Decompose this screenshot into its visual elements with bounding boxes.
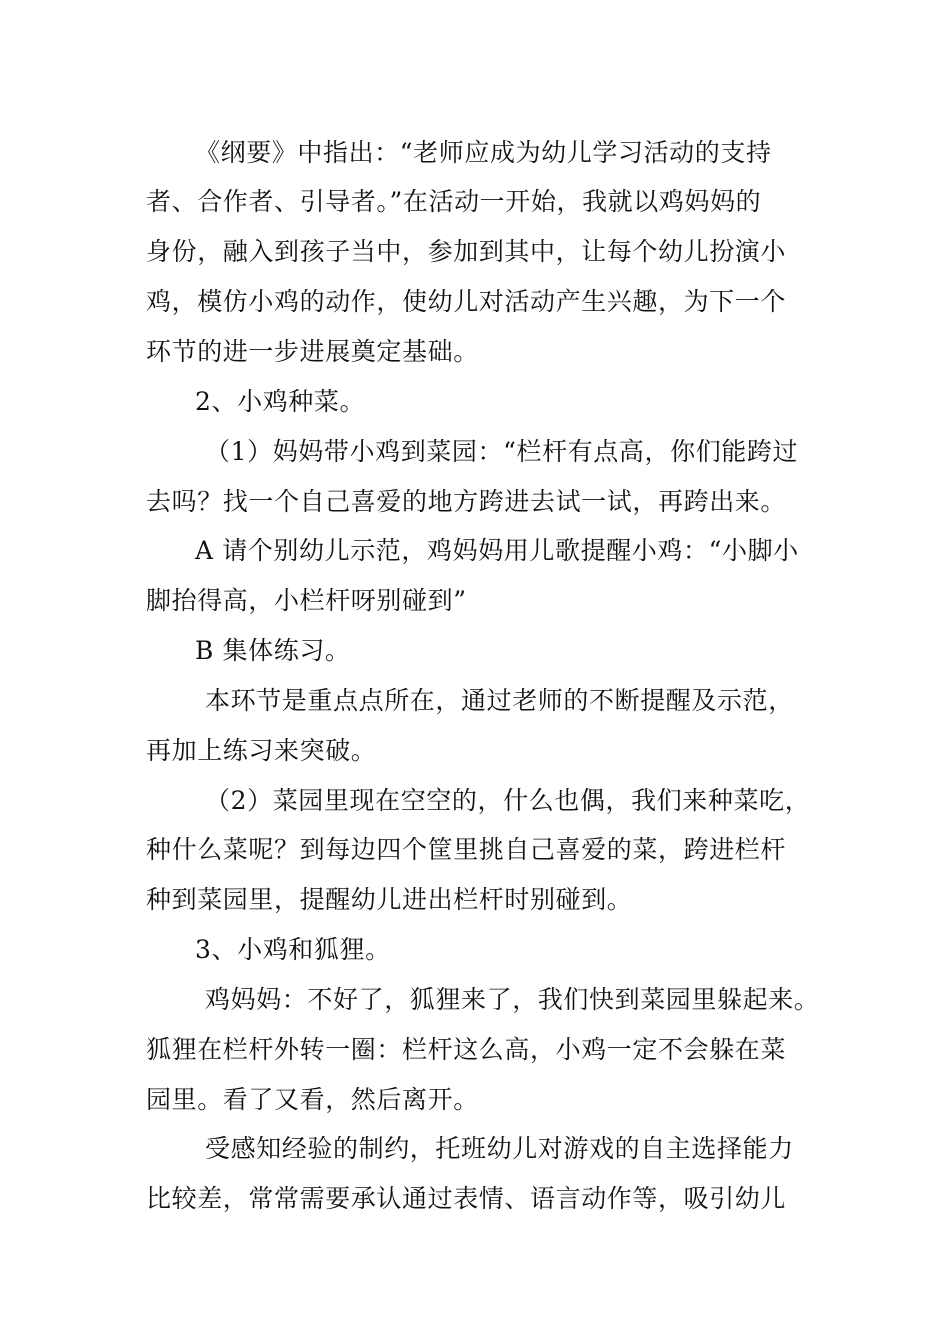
text-line: 种什么菜呢？到每边四个筐里挑自己喜爱的菜，跨进栏杆 [146, 835, 787, 864]
text-line: 《纲要》中指出：“老师应成为幼儿学习活动的支持 [195, 138, 772, 167]
text-line: 本环节是重点点所在，通过老师的不断提醒及示范， [205, 686, 794, 715]
text-line: （2）菜园里现在空空的，什么也偶，我们来种菜吃， [205, 786, 811, 815]
section-heading: 2、小鸡种菜。 [195, 387, 366, 416]
text-line: 身份，融入到孩子当中，参加到其中，让每个幼儿扮演小 [146, 237, 787, 266]
text-line: 脚抬得高，小栏杆呀别碰到” [146, 586, 467, 615]
section-heading: 3、小鸡和狐狸。 [195, 935, 391, 964]
text-line: 受感知经验的制约，托班幼儿对游戏的自主选择能力 [205, 1134, 794, 1163]
text-line: 种到菜园里，提醒幼儿进出栏杆时别碰到。 [146, 885, 633, 914]
text-line: 园里。看了又看，然后离开。 [146, 1085, 479, 1114]
text-line: 鸡，模仿小鸡的动作，使幼儿对活动产生兴趣，为下一个 [146, 287, 787, 316]
text-line: A 请个别幼儿示范，鸡妈妈用儿歌提醒小鸡：“小脚小 [195, 536, 799, 565]
text-line: B 集体练习。 [195, 636, 351, 665]
text-line: 去吗？找一个自己喜爱的地方跨进去试一试，再跨出来。 [146, 487, 787, 516]
text-line: 再加上练习来突破。 [146, 736, 377, 765]
text-line: 鸡妈妈：不好了，狐狸来了，我们快到菜园里躲起来。 [205, 985, 820, 1014]
text-line: 环节的进一步进展奠定基础。 [146, 337, 479, 366]
text-line: 狐狸在栏杆外转一圈：栏杆这么高，小鸡一定不会躲在菜 [146, 1035, 787, 1064]
text-line: （1）妈妈带小鸡到菜园：“栏杆有点高，你们能跨过 [205, 437, 799, 466]
text-line: 比较差，常常需要承认通过表情、语言动作等，吸引幼儿 [146, 1184, 787, 1213]
text-line: 者、合作者、引导者。”在活动一开始，我就以鸡妈妈的 [146, 187, 762, 216]
